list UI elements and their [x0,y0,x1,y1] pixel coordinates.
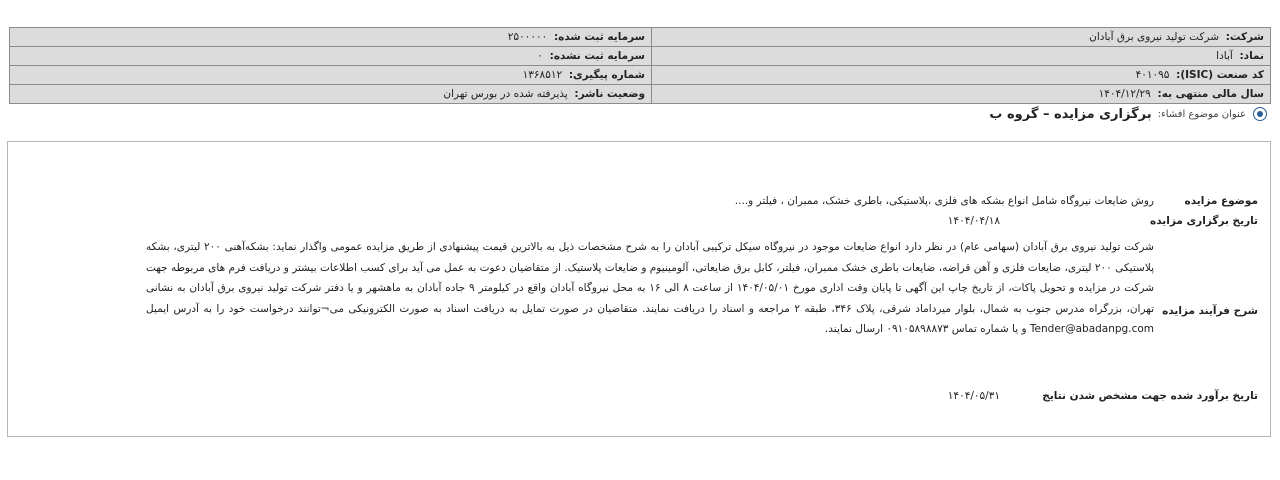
info-row [10,66,1271,85]
isic-label: کد صنعت (ISIC): [1176,69,1264,81]
company-label: شرکت: [1225,31,1264,43]
topic-title: برگزاری مزایده – گروه ب [989,106,1152,122]
unregistered-capital-cell [10,47,652,66]
radio-bullet-icon [1252,106,1268,122]
fiscal-label: سال مالی منتهی به: [1157,88,1264,100]
company-value: شرکت تولید نیروی برق آبادان [1089,31,1220,43]
estimated-value: ۱۴۰۴/۰۵/۳۱ [947,390,1000,402]
subject-label: موضوع مزایده [1184,195,1258,207]
publisher-status-value: پذیرفته شده در بورس تهران [443,88,568,100]
date-label: تاریخ برگزاری مزایده [1150,215,1258,227]
isic-cell [652,66,1271,85]
tracking-cell [10,66,652,85]
process-description: شرکت تولید نیروی برق آبادان (سهامی عام) در نظر دارد انواع ضایعات موجود در نیروگاه سیکل ترکیبی آبادان را به شرح مشخصات ذیل به بالاترین قیمت پیشنهادی از طریق مزایده عمومی واگذار نماید: بشکه‌آهنی ۲۰۰ لیتری، بشکه پلاستیکی ۲۰۰ لیتری، ضایعات فلزی و آهن قراضه، ضایعات باطری خشک ممبران، فیلتر، کابل برق ضایعاتی، آلومینیوم و ضایعات پلاستیک. از متقاضیان دعوت به عمل می آید برای کسب اطلاعات بیشتر و دریافت فرم های مربوطه جهت شرکت در مزایده و تحویل پاکات، از تاریخ چاپ این آگهی تا پایان وقت اداری مورخ ۱۴۰۴/۰۵/۰۱ از ساعت ۸ الی ۱۶ به محل نیروگاه آبادان واقع در کیلومتر ۹ جاده آبادان به ماهشهر و یا دفتر شرکت تولید نیروی برق آبادان به نشانی تهران، بزرگراه مدرس جنوب به شمال، بلوار میرداماد شرقی، پلاک ۳۴۶، طبقه ۲ مراجعه و اسناد را دریافت نمایند. متقاضیان در صورت تمایل به دریافت اسناد به صورت الکترونیکی می¬توانند درخواست خود را به آدرس ایمیل Tender@abadanpg.com و یا شماره تماس ۰۹۱۰۵۸۹۸۸۷۳ ارسال نمایند. [146,241,1155,335]
radio-dot [1257,111,1263,117]
registered-capital-label: سرمایه ثبت شده: [553,31,645,43]
tracking-value: ۱۳۶۸۵۱۲ [522,69,563,81]
symbol-cell [652,47,1271,66]
registered-capital-value: ۲۵۰۰۰۰۰ [507,31,548,43]
registered-capital-cell [10,28,652,47]
symbol-label: نماد: [1239,50,1264,62]
fiscal-cell [652,85,1271,104]
unregistered-capital-value: ۰ [537,50,543,62]
tracking-label: شماره پیگیری: [568,69,645,81]
subject-value: روش ضایعات نیروگاه شامل انواع بشکه های فلزی ،پلاستیکی، باطری خشک، ممبران ، فیلتر و.... [734,195,1154,207]
date-value: ۱۴۰۴/۰۴/۱۸ [947,215,1000,227]
company-info-table [9,27,1271,104]
estimated-label: تاریخ برآورد شده جهت مشخص شدن نتایج [1042,390,1258,402]
info-row [10,85,1271,104]
symbol-value: آبادا [1216,50,1233,62]
process-label: شرح فرآیند مزایده [1162,305,1258,317]
topic-caption: عنوان موضوع افشاء: [1157,108,1246,120]
unregistered-capital-label: سرمایه ثبت نشده: [549,50,645,62]
topic-header [989,103,1268,125]
auction-details-panel [7,141,1271,437]
info-row [10,28,1271,47]
company-cell [652,28,1271,47]
info-row [10,47,1271,66]
fiscal-value: ۱۴۰۴/۱۲/۲۹ [1098,88,1151,100]
publisher-status-cell [10,85,652,104]
isic-value: ۴۰۱۰۹۵ [1135,69,1170,81]
publisher-status-label: وضعیت ناشر: [574,88,645,100]
